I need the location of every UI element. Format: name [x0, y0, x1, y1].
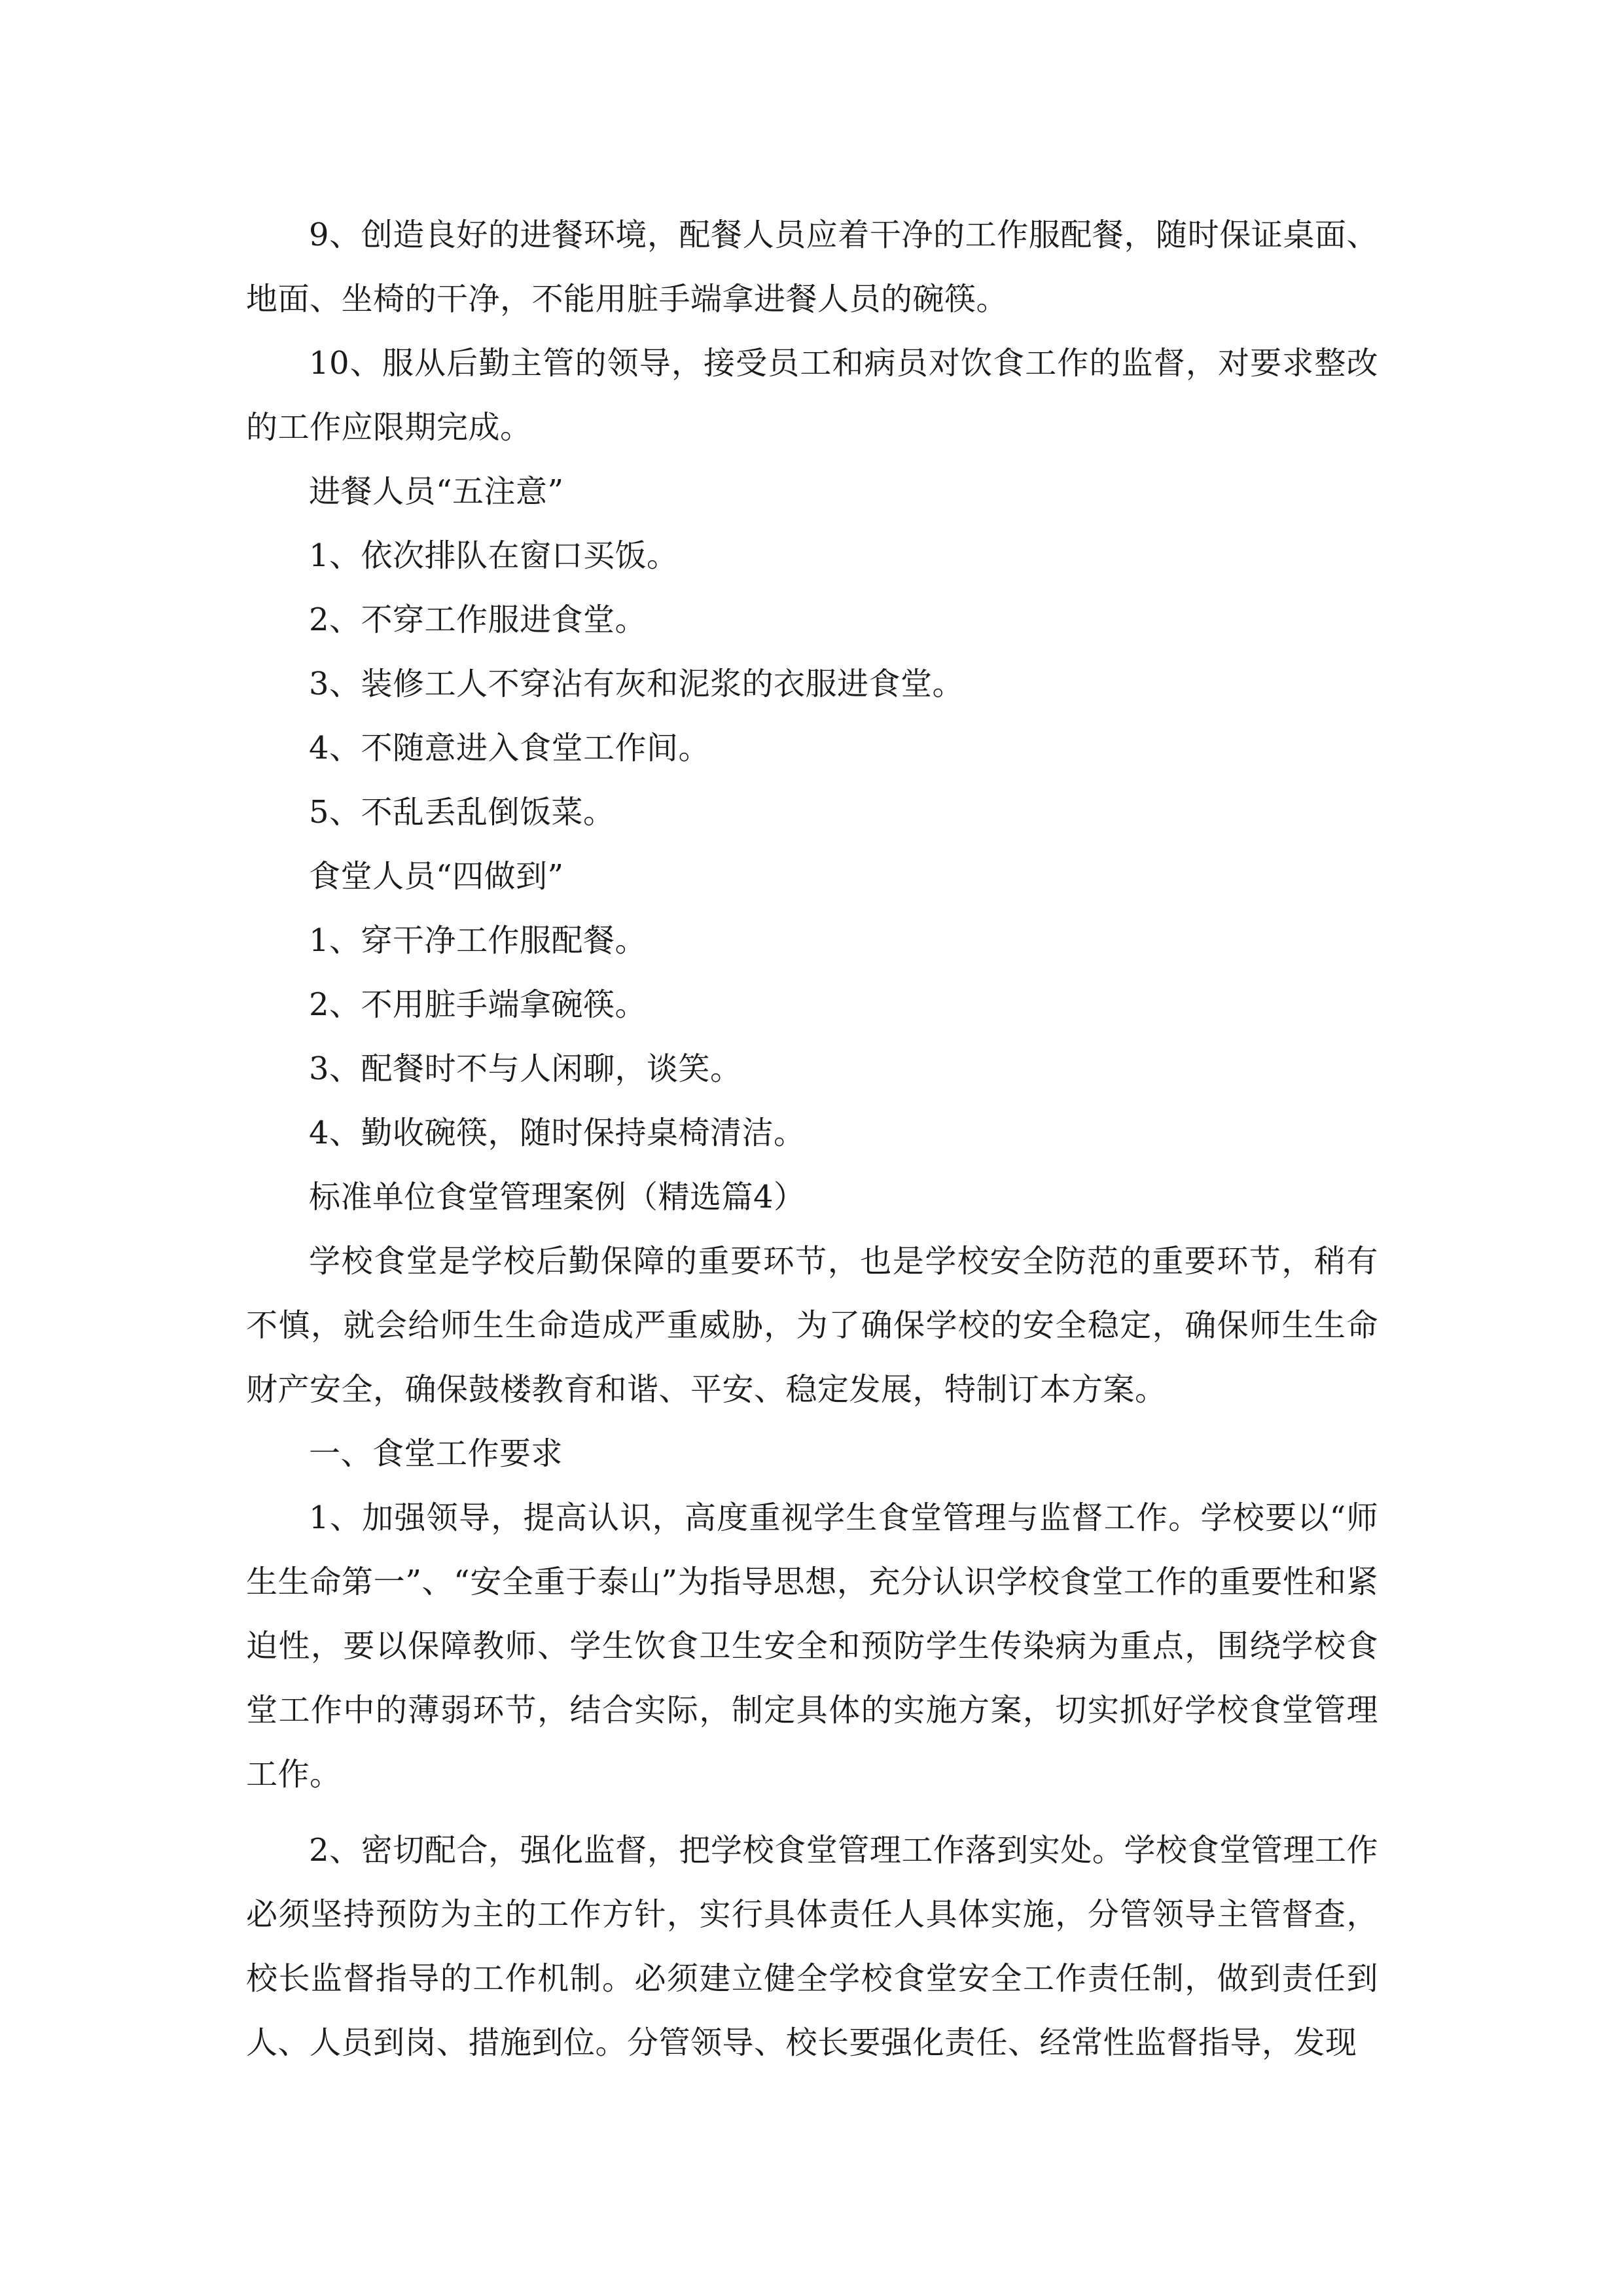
list-item-diners-3: 3、装修工人不穿沾有灰和泥浆的衣服进食堂。: [309, 666, 965, 702]
section-title-case-4: 标准单位食堂管理案例（精选篇4）: [309, 1179, 806, 1215]
list-item-diners-1: 1、依次排队在窗口买饭。: [309, 537, 679, 574]
paragraph-9-dining-environment: 9、创造良好的进餐环境，配餐人员应着干净的工作服配餐，随时保证桌面、地面、坐椅的干净，不能用脏手端拿进餐人员的碗筷。: [246, 217, 1378, 317]
list-item-staff-1: 1、穿干净工作服配餐。: [309, 922, 647, 959]
list-item-staff-3: 3、配餐时不与人闲聊，谈笑。: [309, 1050, 742, 1087]
paragraph-requirement-1: 1、加强领导，提高认识，高度重视学生食堂管理与监督工作。学校要以“师生生命第一”、“安全重于泰山”为指导思想，充分认识学校食堂工作的重要性和紧迫性，要以保障教师、学生饮食卫生安全和预防学生传染病为重点，围绕学校食堂工作中的薄弱环节，结合实际，制定具体的实施方案，切实抓好学校食堂管理工作。: [246, 1499, 1378, 1793]
list-item-diners-2: 2、不穿工作服进食堂。: [309, 601, 647, 638]
heading-diners-five-notes: 进餐人员“五注意”: [309, 473, 564, 510]
paragraph-10-obey-supervision: 10、服从后勤主管的领导，接受员工和病员对饮食工作的监督，对要求整改的工作应限期完成。: [246, 345, 1378, 446]
paragraph-requirement-2: 2、密切配合，强化监督，把学校食堂管理工作落到实处。学校食堂管理工作必须坚持预防为主的工作方针，实行具体责任人具体实施，分管领导主管督查，校长监督指导的工作机制。必须建立健全学校食堂安全工作责任制，做到责任到人、人员到岗、措施到位。分管领导、校长要强化责任、经常性监督指导，发现: [246, 1832, 1378, 2061]
list-item-staff-2: 2、不用脏手端拿碗筷。: [309, 986, 647, 1023]
list-item-staff-4: 4、勤收碗筷，随时保持桌椅清洁。: [309, 1115, 806, 1151]
document-body: [246, 203, 1378, 2075]
heading-staff-four-musts: 食堂人员“四做到”: [309, 858, 564, 895]
list-item-diners-4: 4、不随意进入食堂工作间。: [309, 730, 711, 766]
heading-canteen-requirements: 一、食堂工作要求: [309, 1435, 563, 1472]
list-item-diners-5: 5、不乱丢乱倒饭菜。: [309, 794, 615, 831]
paragraph-school-canteen-intro: 学校食堂是学校后勤保障的重要环节，也是学校安全防范的重要环节，稍有不慎，就会给师生生命造成严重威胁，为了确保学校的安全稳定，确保师生生命财产安全，确保鼓楼教育和谐、平安、稳定发展，特制订本方案。: [246, 1243, 1378, 1408]
